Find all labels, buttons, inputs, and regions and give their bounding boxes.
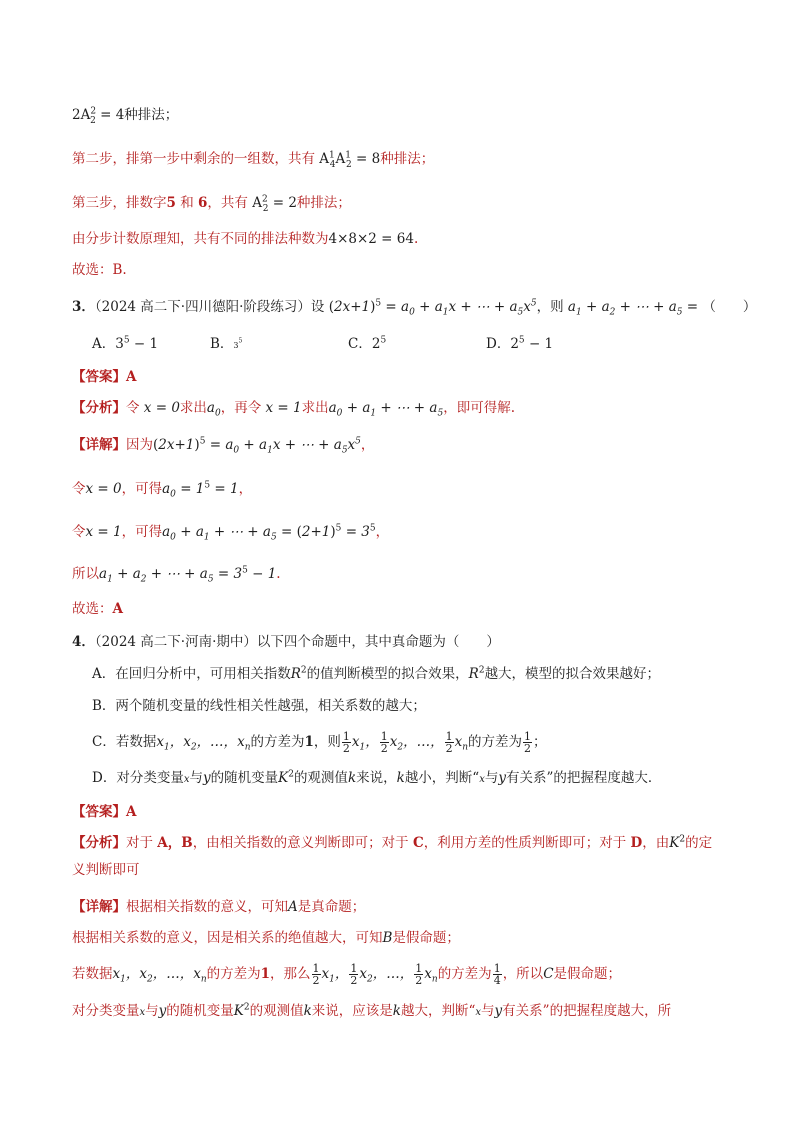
text: 种排法； [380,151,435,167]
text: ，利用方差的性质判断即可；对于 [423,835,631,851]
text: 来说， [356,770,397,786]
math: x [183,774,190,785]
number: 6 [198,195,208,211]
math: x [475,1007,482,1018]
text: 的方差为 [437,966,492,982]
text: ，再令 [220,400,266,416]
text: ，那么 [270,966,311,982]
math: $\frac{1}{2}$ [524,730,532,755]
option-value: 3 [233,341,239,350]
text: 的随机变量 [166,1003,234,1019]
sup: 5 [238,337,243,345]
math: x = 1 [265,400,302,416]
q4-option-b [92,695,734,717]
sup: 5 [380,335,387,346]
math: k [396,770,405,786]
q4-detail-4: 对分类变量x与y的随机变量$K^2$的观测值k来说，应该是k越大，判断“x与y有关系”的把握程度越大，所 [72,1002,672,1019]
perm-symbol: A [335,151,346,167]
text: ，则 [536,299,564,315]
q3-detail: 【详解】因为$(2x+1)^5 = a_0 + a_1x$ + ⋯ + $a_5x^5$， [72,436,375,456]
text: 与 [189,770,203,786]
text: 种排法； [296,195,351,211]
text: 与 [145,1003,159,1019]
text: ，由相关指数的意义判断即可；对于 [192,835,413,851]
analysis-tag: 【分析】 [72,835,126,851]
text: 对于 [126,835,158,851]
sup: 5 [518,335,525,346]
question-4-stem [72,631,734,653]
text: ，所以 [502,966,544,982]
text: = （ ） [682,299,757,315]
text: 两个随机变量的线性相关性越强，相关系数的越大； [115,698,426,714]
text: 故选： [72,601,113,617]
q4-analysis-cont [72,859,734,881]
number: 1 [304,734,314,750]
answer-value: A [126,804,137,820]
text: 有关系”的把握程度越大，所 [502,1003,672,1019]
option-label: A． [92,666,116,682]
q4-detail-3 [72,963,734,986]
text: 来说，应该是 [311,1003,393,1019]
choose-line [72,259,734,281]
equation: = 2 [268,195,297,211]
option-label: C． [348,336,372,352]
text: 越大，判断“ [400,1003,476,1019]
q3-answer [72,366,734,388]
sup: 5 [123,335,130,346]
math: $K^2$ [278,769,294,786]
answer-value: A [112,601,123,617]
option-b [210,333,242,357]
step-conclusion [72,228,734,250]
math: x = 0 [143,400,180,416]
text: 越大，模型的拟合效果越好； [484,666,661,682]
math: y [158,1003,167,1019]
math: k [303,1003,312,1019]
math: $a_0$ [206,400,221,419]
text: 因为 [126,437,153,453]
math: C [543,966,554,982]
math: $K^2$ [233,1002,250,1019]
text: 第三步，排数字 [72,195,167,211]
q4-option-d: D．对分类变量x与y的随机变量$K^2$的观测值k来说，k越小，判断“x与y有关系”的把握程度越大． [92,769,662,786]
math: $x_1$，$x_2$，…，$x_n$ [156,734,251,753]
text: 根据相关系数的意义，因是相关系的绝值越大，可知 [72,930,383,946]
text: 的定 [685,835,713,851]
q3-choose [72,598,734,620]
option-value: 2 [510,336,519,352]
answer-tag: 【答案】 [72,369,126,385]
question-3-stem [72,296,757,318]
text: 和 [175,195,198,211]
option-d [486,333,553,355]
text: 根据相关指数的意义，可知 [126,899,288,915]
text: C [412,835,424,851]
text: 以下四个命题中，其中真命题为（ ） [256,634,500,650]
math: $a_1 + a_2$ + ⋯ + $a_5 = 3^5 - 1$ [99,565,277,585]
text: 求出 [179,400,207,416]
text: ，由 [642,835,670,851]
text: ，共有 [207,195,248,211]
sup: 2 [90,106,97,117]
text: 的方差为 [250,734,305,750]
text: 令 [126,400,144,416]
q3-detail-line4: 所以$a_1 + a_2$ + ⋯ + $a_5 = 3^5 - 1$. [72,565,281,585]
text: ，可得 [121,524,163,540]
number: 5 [166,195,176,211]
math: k [347,770,357,786]
coefficient-sum: $a_1 + a_2$ + ⋯ + $a_5$ [567,299,683,318]
equation: = 8 [351,151,381,167]
question-source: （2024 高二下·河南·期中） [94,634,257,650]
math: $R^2$ [468,665,485,682]
math: $\frac{1}{2}$ $x_1$， $\frac{1}{2}$ $x_2$，…， $\frac{1}{2}$ $x_n$ [342,730,469,755]
equation: = 4 [95,107,125,123]
answer-value: A [126,369,137,385]
q3-analysis [72,397,734,419]
text: ，则 [313,734,341,750]
text: 所以 [72,566,99,582]
step-one-result [72,104,734,126]
text: 在回归分析中，可用相关指数 [115,666,291,682]
option-value: 3 [115,336,124,352]
text: 是假命题； [553,966,622,982]
perm-product: $A^1_4A^1_2 = 8$ [319,150,381,170]
math: x = 0 [85,481,122,497]
text: 对分类变量 [72,1003,140,1019]
math: k [392,1003,401,1019]
text: 求出 [301,400,329,416]
option-c [348,333,386,355]
q4-analysis [72,832,734,854]
math: y [202,770,211,786]
analysis-tag: 【分析】 [72,400,126,416]
text: 的方差为 [206,966,261,982]
text: 对分类变量 [116,770,184,786]
answer-tag: 【答案】 [72,804,126,820]
text: 种排法； [124,107,179,123]
question-source: （2024 高二下·四川德阳·阶段练习） [94,299,311,315]
math: $a_0 = 1^5 = 1$ [162,480,239,500]
text: 由分步计数原理知，共有不同的排法种数为 [72,231,329,247]
option-label: B． [210,336,234,352]
text: 第二步，排第一步中剩余的一组数，共有 [72,151,315,167]
text: 是真命题； [297,899,366,915]
math: $a_0 + a_1$ + ⋯ + $a_5$ [328,400,444,419]
text: 有关系”的把握程度越大． [506,770,662,786]
text: 的随机变量 [210,770,279,786]
math: $\frac{1}{2}$ $x_1$， $\frac{1}{2}$ $x_2$，…， $\frac{1}{2}$ $x_n$ [312,962,438,987]
math: $(2x+1)^5 = a_0 + a_1x$ + ⋯ + $a_5x^5$ [153,436,361,456]
binomial-expansion: $(2x+1)^5 = a_0 + a_1x$ + ⋯ + $a_5x^5$ [328,298,537,318]
text: . [413,231,419,247]
q4-detail-2 [72,927,734,949]
detail-tag: 【详解】 [72,437,126,453]
math: $K^2$ [669,834,686,851]
option-label: B． [92,698,116,714]
perm-expression: $A^2_2 = 2$ [252,194,297,214]
number: 1 [260,966,271,982]
q4-detail-1 [72,896,734,918]
perm-symbol: 2A [72,107,91,123]
step-two [72,148,734,170]
math: y [494,1003,503,1019]
text: D [630,835,643,851]
text: 的方差为 [468,734,523,750]
math: A [288,899,298,915]
q4-option-a [92,663,734,685]
text: 令 [72,481,86,497]
math: B [382,930,393,946]
text: 是假命题； [392,930,460,946]
option-value: − 1 [129,336,159,352]
option-label: A． [92,336,116,352]
q4-option-c [92,731,734,754]
option-label: D． [92,770,117,786]
text: 故选：B. [72,262,127,278]
perm-symbol: A [319,151,330,167]
text: 的观测值 [293,770,348,786]
text: A，B [157,835,193,851]
text: 令 [72,524,86,540]
math: $x_1$，$x_2$，…，$x_n$ [112,966,207,985]
text: ，即可得解. [443,400,515,416]
text: 义判断即可 [72,862,140,878]
step-three [72,192,734,214]
q3-detail-line3: 令x = 1，可得$a_0 + a_1$ + ⋯ + $a_5 = (2+1)^5 = 3^5$， [72,523,390,543]
math: x [479,774,485,785]
text: 越小，判断“ [404,770,480,786]
text: 设 [310,299,325,315]
equation: 4×8×2 = 64 [328,231,414,247]
option-a [92,333,158,355]
text: 的值判断模型的拟合效果， [306,666,469,682]
question-number: 3． [72,299,95,315]
math: x [139,1007,146,1018]
option-value: 2 [371,336,381,352]
detail-tag: 【详解】 [72,899,126,915]
text: 若数据 [72,966,113,982]
sub: 2 [90,115,96,126]
text: 若数据 [115,734,157,750]
option-value: − 1 [524,336,554,352]
option-label: C． [92,734,116,750]
math: y [498,770,506,786]
math: $a_0 + a_1$ + ⋯ + $a_5 = (2+1)^5 = 3^5$ [162,523,376,543]
q4-answer [72,801,734,823]
text: 的观测值 [249,1003,304,1019]
text: ，可得 [121,481,163,497]
option-label: D． [486,336,511,352]
math: $R^2$ [290,665,307,682]
q3-detail-line2: 令x = 0，可得$a_0 = 1^5 = 1$， [72,480,253,500]
math: x = 1 [85,524,122,540]
question-number: 4． [72,634,95,650]
math: $\frac{1}{4}$ [493,962,501,987]
text: ； [533,734,547,750]
